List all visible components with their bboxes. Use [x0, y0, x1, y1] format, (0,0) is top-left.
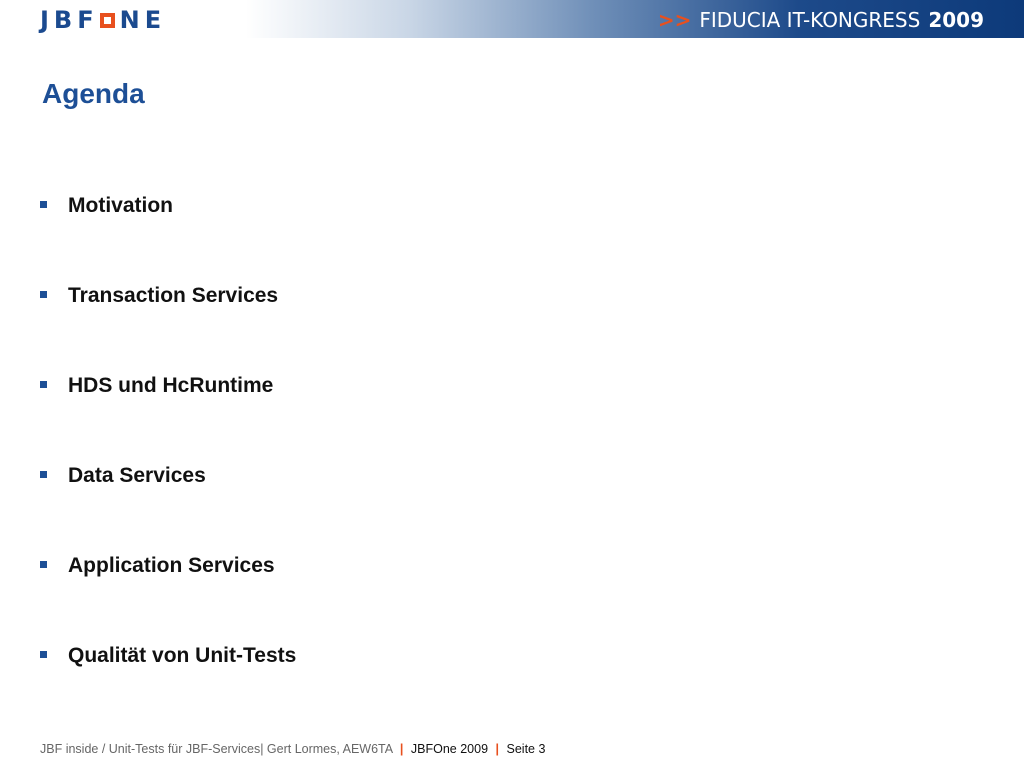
- agenda-item-label: HDS und HcRuntime: [68, 374, 274, 397]
- footer-separator: |: [495, 742, 500, 756]
- footer-separator: |: [399, 742, 404, 756]
- agenda-item-unit-test-quality: [40, 640, 740, 730]
- footer-info: JBF inside / Unit-Tests für JBF-Services| Gert Lormes, AEW6TA: [40, 742, 393, 756]
- page-title: Agenda: [42, 78, 145, 109]
- agenda-item-label: Qualität von Unit-Tests: [68, 644, 297, 667]
- agenda-item-label: Data Services: [68, 464, 206, 487]
- agenda-item-label: Transaction Services: [68, 284, 279, 307]
- logo-text-end: NE: [119, 6, 167, 34]
- square-bullet-icon: [40, 561, 47, 568]
- agenda-item-transaction-services: [40, 280, 740, 370]
- footer-page-number: Seite 3: [506, 742, 546, 756]
- agenda-item-hds-hcruntime: [40, 370, 740, 460]
- logo-text: JBF: [40, 6, 99, 34]
- agenda-item-application-services: [40, 550, 740, 640]
- footer-product: JBFOne 2009: [410, 742, 489, 756]
- agenda-item-label: Motivation: [68, 194, 173, 217]
- square-bullet-icon: [40, 471, 47, 478]
- congress-year: 2009: [928, 8, 984, 32]
- square-bullet-icon: [40, 201, 47, 208]
- header-banner: [0, 0, 1024, 38]
- jbfone-logo: [40, 7, 166, 33]
- congress-title: [658, 6, 984, 34]
- logo-o-square-icon: [100, 13, 115, 28]
- square-bullet-icon: [40, 381, 47, 388]
- square-bullet-icon: [40, 291, 47, 298]
- congress-name: FIDUCIA IT-KONGRESS: [699, 8, 921, 32]
- agenda-list: [40, 190, 740, 730]
- agenda-item-label: Application Services: [68, 554, 275, 577]
- chevron-right-double-icon: >>: [657, 8, 692, 32]
- agenda-item-data-services: [40, 460, 740, 550]
- slide-footer: [40, 742, 545, 756]
- square-bullet-icon: [40, 651, 47, 658]
- agenda-item-motivation: [40, 190, 740, 280]
